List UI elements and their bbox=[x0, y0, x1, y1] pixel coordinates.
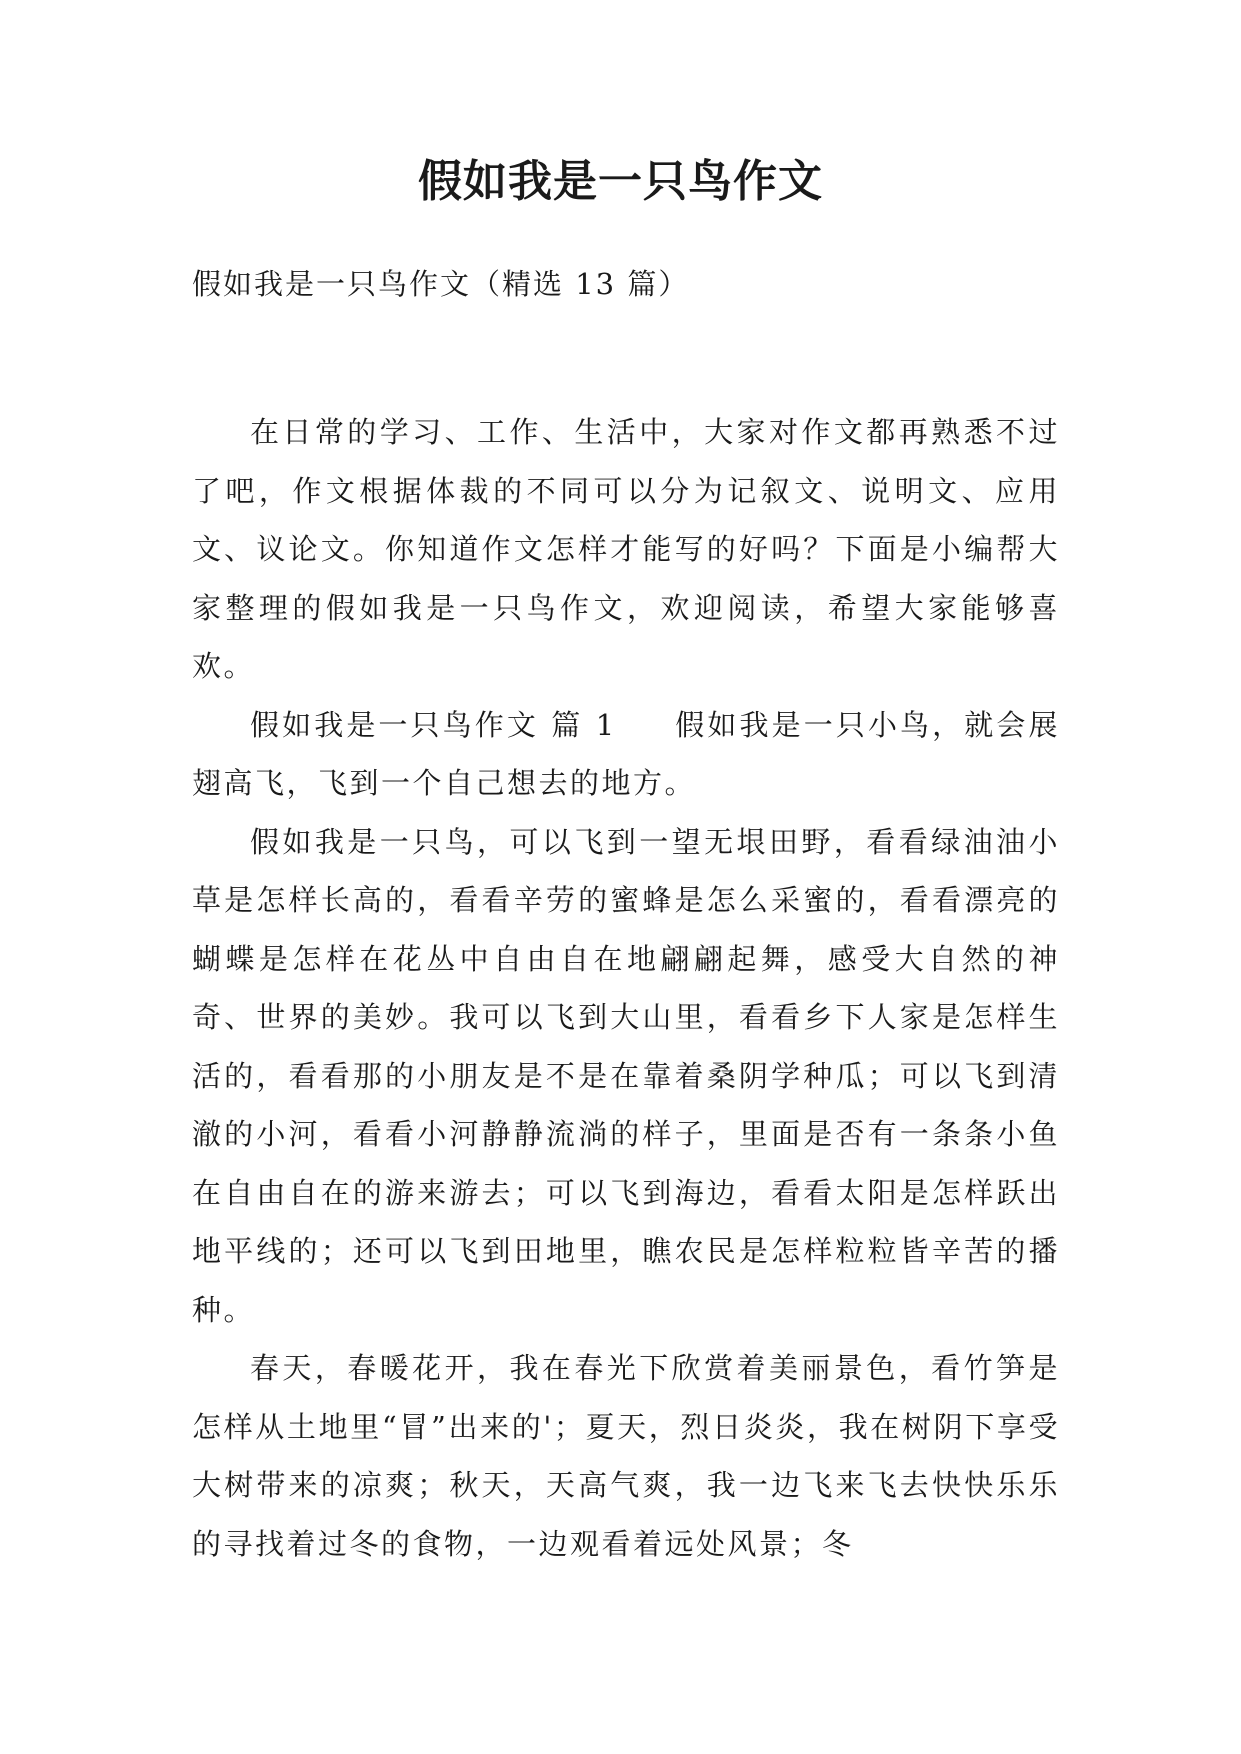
piece-1-lead: 假如我是一只小鸟，就会展翅高飞，飞到一个自己想去的地方。 bbox=[192, 707, 1060, 800]
document-subtitle: 假如我是一只鸟作文（精选 13 篇） bbox=[192, 267, 690, 301]
body-paragraph-2: 假如我是一只鸟，可以飞到一望无垠田野，看看绿油油小草是怎样长高的，看看辛劳的蜜蜂是怎么采蜜的，看看漂亮的蝴蝶是怎样在花丛中自由自在地翩翩起舞，感受大自然的神奇、世界的美妙。我可以飞到大山里，看看乡下人家是怎样生活的，看看那的小朋友是不是在靠着桑阴学种瓜；可以飞到清澈的小河，看看小河静静流淌的样子，里面是否有一条条小鱼在自由自在的游来游去；可以飞到海边，看看太阳是怎样跃出地平线的；还可以飞到田地里，瞧农民是怎样粒粒皆辛苦的播种。 bbox=[192, 824, 1060, 1327]
intro-paragraph: 在日常的学习、工作、生活中，大家对作文都再熟悉不过了吧，作文根据体裁的不同可以分为记叙文、说明文、应用文、议论文。你知道作文怎样才能写的好吗？下面是小编帮大家整理的假如我是一只鸟作文，欢迎阅读，希望大家能够喜欢。 bbox=[192, 415, 1060, 683]
document-body bbox=[192, 403, 1060, 1573]
document-title: 假如我是一只鸟作文 bbox=[418, 156, 823, 207]
piece-1-heading: 假如我是一只鸟作文 篇 1 bbox=[250, 707, 617, 742]
piece-1-paragraph bbox=[192, 696, 1060, 813]
body-paragraph-3: 春天，春暖花开，我在春光下欣赏着美丽景色，看竹笋是怎样从土地里“冒”出来的'；夏天，烈日炎炎，我在树阴下享受大树带来的凉爽；秋天，天高气爽，我一边飞来飞去快快乐乐的寻找着过冬的食物，一边观看着远处风景；冬 bbox=[192, 1351, 1060, 1561]
